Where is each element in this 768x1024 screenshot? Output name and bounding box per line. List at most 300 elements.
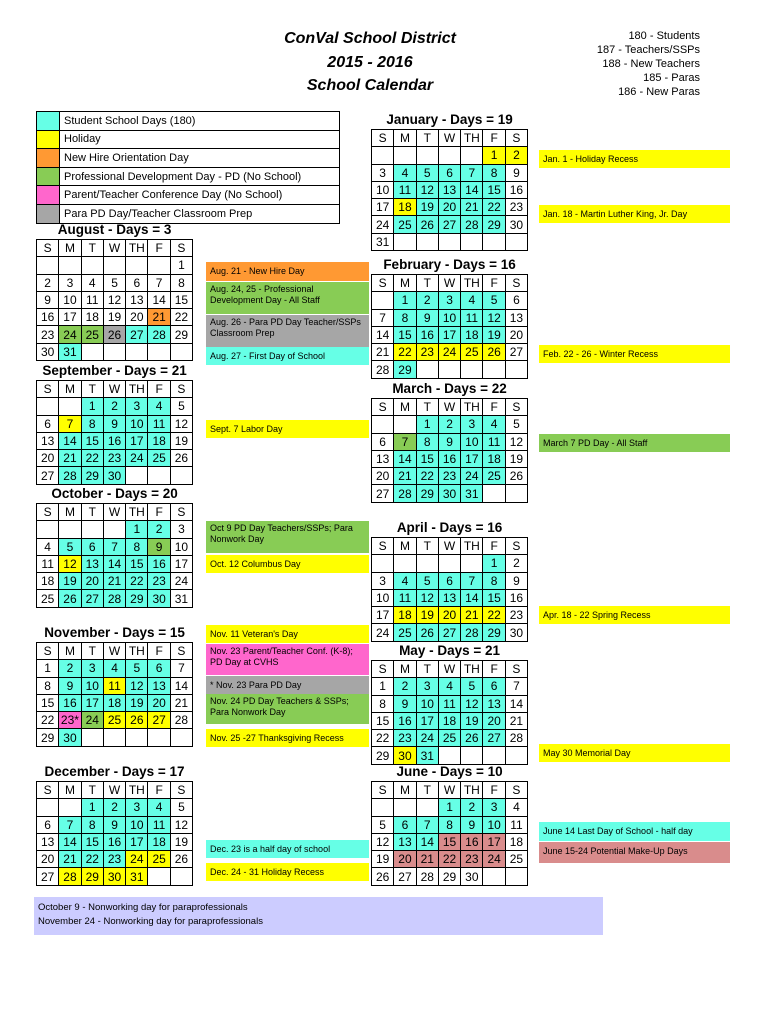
day-cell bbox=[81, 521, 103, 538]
month-grid bbox=[36, 380, 193, 485]
day-cell bbox=[148, 467, 170, 484]
month-grid bbox=[36, 503, 193, 608]
day-cell: 25 bbox=[461, 344, 483, 361]
day-cell bbox=[148, 868, 170, 885]
month-sep bbox=[36, 362, 193, 485]
day-cell: 16 bbox=[416, 326, 438, 343]
day-cell: 26 bbox=[103, 326, 125, 343]
legend-label: Holiday bbox=[64, 133, 101, 146]
day-cell: 10 bbox=[170, 538, 192, 555]
week-row bbox=[372, 450, 528, 467]
day-cell: 22 bbox=[394, 344, 416, 361]
week-row bbox=[372, 344, 528, 361]
day-cell: 1 bbox=[126, 521, 148, 538]
weekday-header: F bbox=[483, 661, 505, 678]
legend-item bbox=[37, 168, 339, 187]
weekday-header: S bbox=[505, 538, 527, 555]
day-cell: 26 bbox=[461, 730, 483, 747]
day-cell bbox=[170, 729, 192, 746]
day-cell bbox=[416, 233, 438, 250]
day-cell: 1 bbox=[483, 555, 505, 572]
month-title: December - Days = 17 bbox=[44, 764, 185, 779]
day-cell: 22 bbox=[170, 309, 192, 326]
week-row bbox=[37, 729, 193, 746]
calendar-note: Jan. 18 - Martin Luther King, Jr. Day bbox=[539, 205, 730, 223]
weekday-header: M bbox=[394, 130, 416, 147]
day-cell bbox=[394, 147, 416, 164]
day-cell: 2 bbox=[438, 416, 460, 433]
day-cell: 2 bbox=[416, 292, 438, 309]
week-row bbox=[37, 660, 193, 677]
day-cell: 24 bbox=[59, 326, 81, 343]
month-title: March - Days = 22 bbox=[392, 381, 507, 396]
day-cell: 3 bbox=[81, 660, 103, 677]
day-cell: 15 bbox=[483, 589, 505, 606]
day-cell bbox=[81, 257, 103, 274]
week-row bbox=[372, 199, 528, 216]
day-cell: 11 bbox=[461, 309, 483, 326]
week-row bbox=[37, 816, 193, 833]
month-aug bbox=[36, 221, 193, 361]
day-cell: 12 bbox=[483, 309, 505, 326]
day-cell: 22 bbox=[37, 712, 59, 729]
day-cell: 11 bbox=[394, 589, 416, 606]
day-cell bbox=[81, 343, 103, 360]
day-cell: 18 bbox=[461, 326, 483, 343]
day-cell: 24 bbox=[170, 573, 192, 590]
day-cell: 7 bbox=[461, 572, 483, 589]
month-title: May - Days = 21 bbox=[399, 643, 500, 658]
month-oct bbox=[36, 485, 193, 608]
day-cell: 17 bbox=[126, 432, 148, 449]
day-cell: 12 bbox=[416, 589, 438, 606]
week-row bbox=[37, 538, 193, 555]
day-cell: 25 bbox=[148, 450, 170, 467]
day-cell: 27 bbox=[483, 730, 505, 747]
week-row bbox=[37, 326, 193, 343]
weekday-header: T bbox=[416, 130, 438, 147]
day-cell: 6 bbox=[394, 816, 416, 833]
weekday-header: S bbox=[372, 130, 394, 147]
day-cell: 1 bbox=[394, 292, 416, 309]
day-cell: 31 bbox=[170, 590, 192, 607]
day-cell: 4 bbox=[394, 164, 416, 181]
day-cell: 17 bbox=[416, 712, 438, 729]
day-cell: 15 bbox=[81, 833, 103, 850]
month-feb bbox=[371, 256, 528, 379]
day-cell: 24 bbox=[461, 468, 483, 485]
weekday-header: F bbox=[148, 504, 170, 521]
day-cell: 9 bbox=[505, 164, 527, 181]
day-cell: 17 bbox=[59, 309, 81, 326]
day-cell: 10 bbox=[483, 816, 505, 833]
day-cell bbox=[483, 868, 505, 885]
day-cell: 11 bbox=[148, 816, 170, 833]
day-cell bbox=[37, 398, 59, 415]
day-cell: 30 bbox=[505, 216, 527, 233]
legend-swatch bbox=[37, 168, 60, 186]
day-cell: 12 bbox=[170, 816, 192, 833]
day-cell: 26 bbox=[483, 344, 505, 361]
day-cell: 29 bbox=[170, 326, 192, 343]
weekday-header: T bbox=[416, 661, 438, 678]
legend-swatch bbox=[37, 149, 60, 167]
day-cell: 18 bbox=[37, 573, 59, 590]
week-row bbox=[372, 216, 528, 233]
day-cell: 19 bbox=[416, 199, 438, 216]
count-teachers: 187 - Teachers/SSPs bbox=[596, 44, 700, 56]
day-cell: 23 bbox=[37, 326, 59, 343]
month-title: April - Days = 16 bbox=[396, 520, 503, 535]
day-cell: 6 bbox=[126, 274, 148, 291]
day-cell: 16 bbox=[505, 181, 527, 198]
day-cell: 4 bbox=[394, 572, 416, 589]
day-cell: 19 bbox=[59, 573, 81, 590]
day-cell: 21 bbox=[461, 607, 483, 624]
day-cell: 4 bbox=[103, 660, 125, 677]
day-cell: 30 bbox=[505, 624, 527, 641]
day-cell: 21 bbox=[59, 450, 81, 467]
week-row bbox=[372, 309, 528, 326]
day-cell bbox=[126, 343, 148, 360]
legend-label: Professional Development Day - PD (No School) bbox=[64, 170, 302, 183]
week-row bbox=[372, 233, 528, 250]
month-mar bbox=[371, 380, 528, 503]
day-cell: 6 bbox=[372, 433, 394, 450]
weekday-header: F bbox=[483, 275, 505, 292]
day-cell bbox=[126, 257, 148, 274]
day-cell bbox=[372, 292, 394, 309]
day-cell: 27 bbox=[126, 326, 148, 343]
weekday-header: S bbox=[372, 538, 394, 555]
day-cell: 26 bbox=[416, 216, 438, 233]
day-cell: 5 bbox=[170, 799, 192, 816]
day-cell bbox=[372, 147, 394, 164]
day-cell bbox=[461, 747, 483, 764]
day-cell: 22 bbox=[416, 468, 438, 485]
weekday-header: T bbox=[416, 275, 438, 292]
month-jan bbox=[371, 111, 528, 251]
day-cell bbox=[416, 147, 438, 164]
day-cell: 29 bbox=[394, 361, 416, 378]
day-cell: 20 bbox=[37, 450, 59, 467]
day-cell bbox=[461, 233, 483, 250]
day-cell: 25 bbox=[438, 730, 460, 747]
day-cell: 25 bbox=[148, 851, 170, 868]
day-cell: 21 bbox=[394, 468, 416, 485]
week-row bbox=[37, 343, 193, 360]
day-cell bbox=[438, 747, 460, 764]
day-cell: 8 bbox=[438, 816, 460, 833]
day-cell: 4 bbox=[148, 799, 170, 816]
calendar-note: Nov. 11 Veteran's Day bbox=[206, 625, 369, 643]
day-cell: 28 bbox=[416, 868, 438, 885]
calendar-note: * Nov. 23 Para PD Day bbox=[206, 676, 369, 694]
day-cell: 25 bbox=[81, 326, 103, 343]
day-cell bbox=[461, 361, 483, 378]
day-cell: 23 bbox=[103, 450, 125, 467]
day-cell: 17 bbox=[483, 833, 505, 850]
day-cell: 21 bbox=[148, 309, 170, 326]
month-grid bbox=[371, 781, 528, 886]
weekday-header: S bbox=[505, 275, 527, 292]
day-cell: 28 bbox=[394, 485, 416, 502]
calendar-note: Aug. 21 - New Hire Day bbox=[206, 262, 369, 281]
week-row bbox=[372, 712, 528, 729]
day-cell: 17 bbox=[170, 555, 192, 572]
day-cell: 5 bbox=[59, 538, 81, 555]
day-cell: 19 bbox=[103, 309, 125, 326]
day-cell: 21 bbox=[461, 199, 483, 216]
day-cell: 20 bbox=[438, 199, 460, 216]
day-cell: 13 bbox=[372, 450, 394, 467]
day-cell: 6 bbox=[438, 572, 460, 589]
footer-notes bbox=[34, 897, 603, 935]
day-cell: 27 bbox=[148, 712, 170, 729]
day-cell: 26 bbox=[170, 851, 192, 868]
weekday-header: F bbox=[483, 130, 505, 147]
calendar-note: Sept. 7 Labor Day bbox=[206, 420, 369, 438]
weekday-header: W bbox=[103, 643, 125, 660]
day-cell: 4 bbox=[483, 416, 505, 433]
legend-swatch bbox=[37, 205, 60, 223]
weekday-header: S bbox=[170, 782, 192, 799]
month-jun bbox=[371, 763, 528, 886]
day-cell: 1 bbox=[438, 799, 460, 816]
calendar-note: Nov. 24 PD Day Teachers & SSPs; Para Nonwork Day bbox=[206, 694, 369, 724]
day-cell: 19 bbox=[416, 607, 438, 624]
month-apr bbox=[371, 519, 528, 642]
day-cell bbox=[103, 343, 125, 360]
day-cell: 22 bbox=[81, 851, 103, 868]
day-cell: 26 bbox=[126, 712, 148, 729]
weekday-header: S bbox=[37, 504, 59, 521]
day-cell: 27 bbox=[394, 868, 416, 885]
day-cell: 28 bbox=[372, 361, 394, 378]
day-cell: 2 bbox=[505, 555, 527, 572]
day-cell: 14 bbox=[372, 326, 394, 343]
month-title: June - Days = 10 bbox=[396, 764, 503, 779]
day-cell: 15 bbox=[170, 291, 192, 308]
month-grid bbox=[36, 239, 193, 361]
day-cell: 13 bbox=[394, 833, 416, 850]
day-cell: 5 bbox=[505, 416, 527, 433]
day-cell: 4 bbox=[81, 274, 103, 291]
day-cell: 20 bbox=[126, 309, 148, 326]
day-cell: 10 bbox=[126, 816, 148, 833]
weekday-header: TH bbox=[461, 661, 483, 678]
day-cell bbox=[148, 343, 170, 360]
day-cell: 31 bbox=[59, 343, 81, 360]
day-cell: 7 bbox=[505, 678, 527, 695]
weekday-header: T bbox=[81, 643, 103, 660]
day-cell: 7 bbox=[148, 274, 170, 291]
day-cell bbox=[394, 555, 416, 572]
calendar-note: Feb. 22 - 26 - Winter Recess bbox=[539, 345, 730, 363]
week-row bbox=[372, 868, 528, 885]
weekday-header: M bbox=[59, 381, 81, 398]
day-cell: 26 bbox=[59, 590, 81, 607]
weekday-header: TH bbox=[126, 240, 148, 257]
week-row bbox=[372, 433, 528, 450]
weekday-header: F bbox=[148, 782, 170, 799]
weekday-header: M bbox=[394, 782, 416, 799]
day-cell bbox=[170, 467, 192, 484]
day-cell: 17 bbox=[372, 607, 394, 624]
day-cell: 8 bbox=[483, 572, 505, 589]
day-cell: 23 bbox=[394, 730, 416, 747]
day-cell: 8 bbox=[483, 164, 505, 181]
day-cell bbox=[483, 361, 505, 378]
day-cell bbox=[372, 555, 394, 572]
week-row bbox=[372, 816, 528, 833]
day-cell: 25 bbox=[505, 851, 527, 868]
weekday-header: W bbox=[438, 661, 460, 678]
day-cell: 14 bbox=[148, 291, 170, 308]
weekday-header: S bbox=[372, 275, 394, 292]
day-cell: 22 bbox=[438, 851, 460, 868]
week-row bbox=[372, 164, 528, 181]
day-cell: 10 bbox=[59, 291, 81, 308]
day-cell: 28 bbox=[59, 467, 81, 484]
day-counts bbox=[597, 29, 700, 99]
day-cell: 12 bbox=[126, 677, 148, 694]
day-cell: 8 bbox=[394, 309, 416, 326]
day-cell: 29 bbox=[81, 868, 103, 885]
weekday-header: S bbox=[37, 782, 59, 799]
legend-item bbox=[37, 205, 339, 223]
year-title: 2015 - 2016 bbox=[327, 54, 413, 71]
day-cell bbox=[505, 747, 527, 764]
day-cell bbox=[505, 233, 527, 250]
week-row bbox=[37, 521, 193, 538]
day-cell: 11 bbox=[438, 695, 460, 712]
day-cell: 3 bbox=[59, 274, 81, 291]
day-cell: 28 bbox=[461, 624, 483, 641]
day-cell: 28 bbox=[148, 326, 170, 343]
day-cell: 17 bbox=[81, 694, 103, 711]
week-row bbox=[37, 291, 193, 308]
week-row bbox=[372, 678, 528, 695]
day-cell: 18 bbox=[483, 450, 505, 467]
day-cell bbox=[59, 799, 81, 816]
day-cell: 29 bbox=[126, 590, 148, 607]
day-cell bbox=[103, 521, 125, 538]
weekday-header: TH bbox=[461, 538, 483, 555]
weekday-header: S bbox=[505, 782, 527, 799]
day-cell: 22 bbox=[81, 450, 103, 467]
day-cell: 3 bbox=[461, 416, 483, 433]
day-cell: 22 bbox=[126, 573, 148, 590]
day-cell: 20 bbox=[394, 851, 416, 868]
day-cell: 8 bbox=[416, 433, 438, 450]
weekday-header: M bbox=[394, 538, 416, 555]
day-cell: 31 bbox=[372, 233, 394, 250]
day-cell: 24 bbox=[416, 730, 438, 747]
legend-swatch bbox=[37, 112, 60, 130]
weekday-header: T bbox=[416, 538, 438, 555]
day-cell: 6 bbox=[505, 292, 527, 309]
week-row bbox=[372, 851, 528, 868]
weekday-header: TH bbox=[461, 130, 483, 147]
legend-box bbox=[36, 111, 340, 224]
day-cell: 9 bbox=[394, 695, 416, 712]
day-cell: 29 bbox=[416, 485, 438, 502]
day-cell bbox=[438, 233, 460, 250]
day-cell: 4 bbox=[461, 292, 483, 309]
day-cell bbox=[126, 729, 148, 746]
day-cell: 14 bbox=[461, 589, 483, 606]
day-cell: 12 bbox=[372, 833, 394, 850]
day-cell bbox=[461, 147, 483, 164]
day-cell: 30 bbox=[103, 868, 125, 885]
day-cell: 4 bbox=[148, 398, 170, 415]
day-cell: 29 bbox=[483, 624, 505, 641]
day-cell: 2 bbox=[103, 398, 125, 415]
day-cell bbox=[126, 467, 148, 484]
day-cell: 29 bbox=[483, 216, 505, 233]
day-cell: 9 bbox=[505, 572, 527, 589]
day-cell: 12 bbox=[103, 291, 125, 308]
day-cell: 11 bbox=[483, 433, 505, 450]
weekday-header: F bbox=[483, 538, 505, 555]
day-cell: 16 bbox=[505, 589, 527, 606]
day-cell: 3 bbox=[126, 398, 148, 415]
day-cell: 22 bbox=[483, 199, 505, 216]
day-cell: 15 bbox=[416, 450, 438, 467]
day-cell bbox=[483, 485, 505, 502]
day-cell: 8 bbox=[170, 274, 192, 291]
weekday-header: TH bbox=[461, 782, 483, 799]
day-cell: 17 bbox=[372, 199, 394, 216]
week-row bbox=[372, 416, 528, 433]
day-cell: 1 bbox=[372, 678, 394, 695]
day-cell: 5 bbox=[170, 398, 192, 415]
day-cell: 27 bbox=[81, 590, 103, 607]
weekday-header: T bbox=[416, 399, 438, 416]
day-cell: 31 bbox=[126, 868, 148, 885]
day-cell: 30 bbox=[37, 343, 59, 360]
legend-item bbox=[37, 131, 339, 150]
week-row bbox=[372, 607, 528, 624]
day-cell bbox=[81, 729, 103, 746]
day-cell: 23 bbox=[438, 468, 460, 485]
day-cell: 9 bbox=[103, 816, 125, 833]
week-row bbox=[372, 695, 528, 712]
weekday-header: TH bbox=[126, 381, 148, 398]
day-cell: 7 bbox=[59, 415, 81, 432]
day-cell: 11 bbox=[37, 555, 59, 572]
day-cell: 9 bbox=[461, 816, 483, 833]
day-cell: 30 bbox=[394, 747, 416, 764]
weekday-header: M bbox=[394, 399, 416, 416]
weekday-header: W bbox=[103, 240, 125, 257]
calendar-note: Apr. 18 - 22 Spring Recess bbox=[539, 606, 730, 624]
day-cell: 24 bbox=[438, 344, 460, 361]
weekday-header: T bbox=[81, 782, 103, 799]
month-title: August - Days = 3 bbox=[57, 222, 172, 237]
day-cell: 27 bbox=[505, 344, 527, 361]
week-row bbox=[372, 485, 528, 502]
day-cell bbox=[438, 361, 460, 378]
footer-note: October 9 - Nonworking day for paraprofessionals bbox=[38, 902, 248, 913]
week-row bbox=[37, 450, 193, 467]
day-cell: 28 bbox=[505, 730, 527, 747]
day-cell: 18 bbox=[148, 833, 170, 850]
day-cell: 2 bbox=[59, 660, 81, 677]
day-cell: 7 bbox=[461, 164, 483, 181]
day-cell: 10 bbox=[416, 695, 438, 712]
